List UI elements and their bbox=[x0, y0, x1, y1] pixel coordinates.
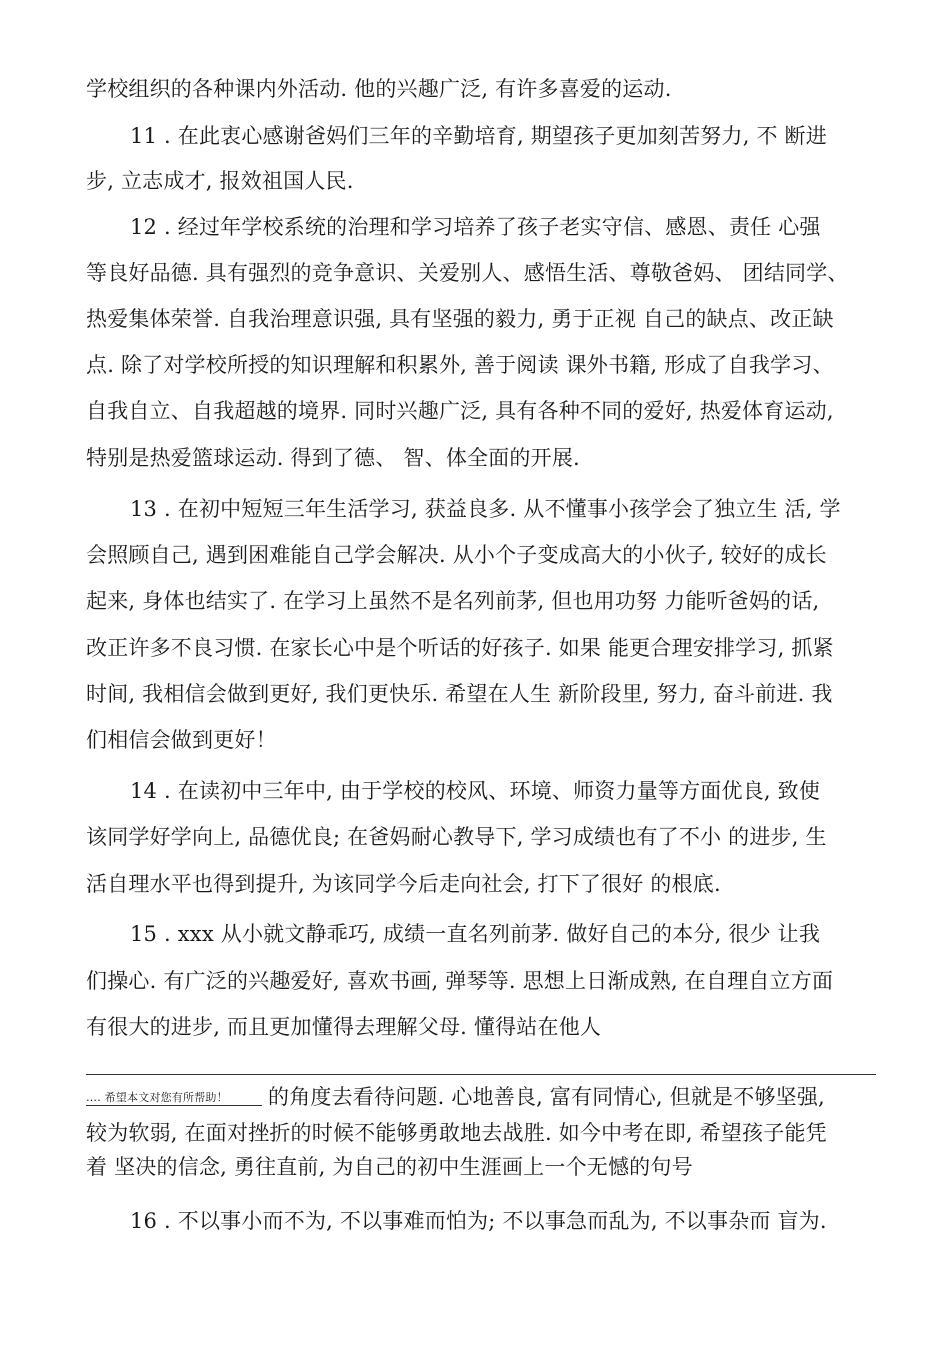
text-line: 自我自立、自我超越的境界. 同时兴趣广泛, 具有各种不同的爱好, 热爱体育运动, bbox=[86, 399, 834, 423]
item-16-line: 16 . 不以事小而不为, 不以事难而怕为; 不以事急而乱为, 不以事杂而 盲为. bbox=[130, 1209, 827, 1233]
item-11-line: 11 . 在此衷心感谢爸妈们三年的辛勤培育, 期望孩子更加刻苦努力, 不 断进 bbox=[130, 124, 827, 148]
text-line: 点. 除了对学校所授的知识理解和积累外, 善于阅读 课外书籍, 形成了自我学习、 bbox=[86, 353, 834, 377]
text-line: 改正许多不良习惯. 在家长心中是个听话的好孩子. 如果 能更合理安排学习, 抓紧 bbox=[86, 636, 834, 660]
text-line: 们相信会做到更好！ bbox=[86, 728, 277, 752]
item-15-line: 15 . xxx 从小就文静乖巧, 成绩一直名列前茅. 做好自己的本分, 很少 让我 bbox=[130, 922, 821, 946]
footnote-rule bbox=[86, 1074, 876, 1075]
item-12-line: 12 . 经过年学校系统的治理和学习培养了孩子老实守信、感恩、责任 心强 bbox=[130, 215, 821, 239]
text-line: 学校组织的各种课内外活动. 他的兴趣广泛, 有许多喜爱的运动. bbox=[86, 77, 672, 101]
footnote-line bbox=[86, 1082, 886, 1112]
text-line: 会照顾自己, 遇到困难能自己学会解决. 从小个子变成高大的小伙子, 较好的成长 bbox=[86, 543, 827, 567]
footnote-text: …. 希望本文对您有所帮助！ bbox=[86, 1091, 262, 1106]
text-line: 热爱集体荣誉. 自我治理意识强, 具有坚强的毅力, 勇于正视 自己的缺点、改正缺 bbox=[86, 307, 834, 331]
item-13-line: 13 . 在初中短短三年生活学习, 获益良多. 从不懂事小孩学会了独立生 活, 学 bbox=[130, 497, 841, 521]
text-line: 时间, 我相信会做到更好, 我们更快乐. 希望在人生 新阶段里, 努力, 奋斗前进. 我 bbox=[86, 682, 833, 706]
text-line: 活自理水平也得到提升, 为该同学今后走向社会, 打下了很好 的根底. bbox=[86, 872, 721, 896]
text-line: 着 坚决的信念, 勇往直前, 为自己的初中生涯画上一个无憾的句号 bbox=[86, 1155, 693, 1179]
text-line: 起来, 身体也结实了. 在学习上虽然不是名列前茅, 但也用功努 力能听爸妈的话, bbox=[86, 589, 820, 613]
text-line: 较为软弱, 在面对挫折的时候不能够勇敢地去战胜. 如今中考在即, 希望孩子能凭 bbox=[86, 1121, 827, 1145]
text-line: 该同学好学向上, 品德优良; 在爸妈耐心教导下, 学习成绩也有了不小 的进步, 生 bbox=[86, 825, 827, 849]
text-line: 们操心. 有广泛的兴趣爱好, 喜欢书画, 弹琴等. 思想上日渐成熟, 在自理自立方面 bbox=[86, 969, 834, 993]
text-line: 等良好品德. 具有强烈的竞争意识、关爱别人、感悟生活、尊敬爸妈、 团结同学、 bbox=[86, 261, 849, 285]
text-line: 特别是热爱篮球运动. 得到了德、 智、体全面的开展. bbox=[86, 446, 580, 470]
text-span: 的角度去看待问题. 心地善良, 富有同情心, 但就是不够坚强, bbox=[268, 1085, 825, 1109]
text-line: 有很大的进步, 而且更加懂得去理解父母. 懂得站在他人 bbox=[86, 1015, 602, 1039]
text-line: 步, 立志成才, 报效祖国人民. bbox=[86, 169, 354, 193]
item-14-line: 14 . 在读初中三年中, 由于学校的校风、环境、师资力量等方面优良, 致使 bbox=[130, 779, 821, 803]
